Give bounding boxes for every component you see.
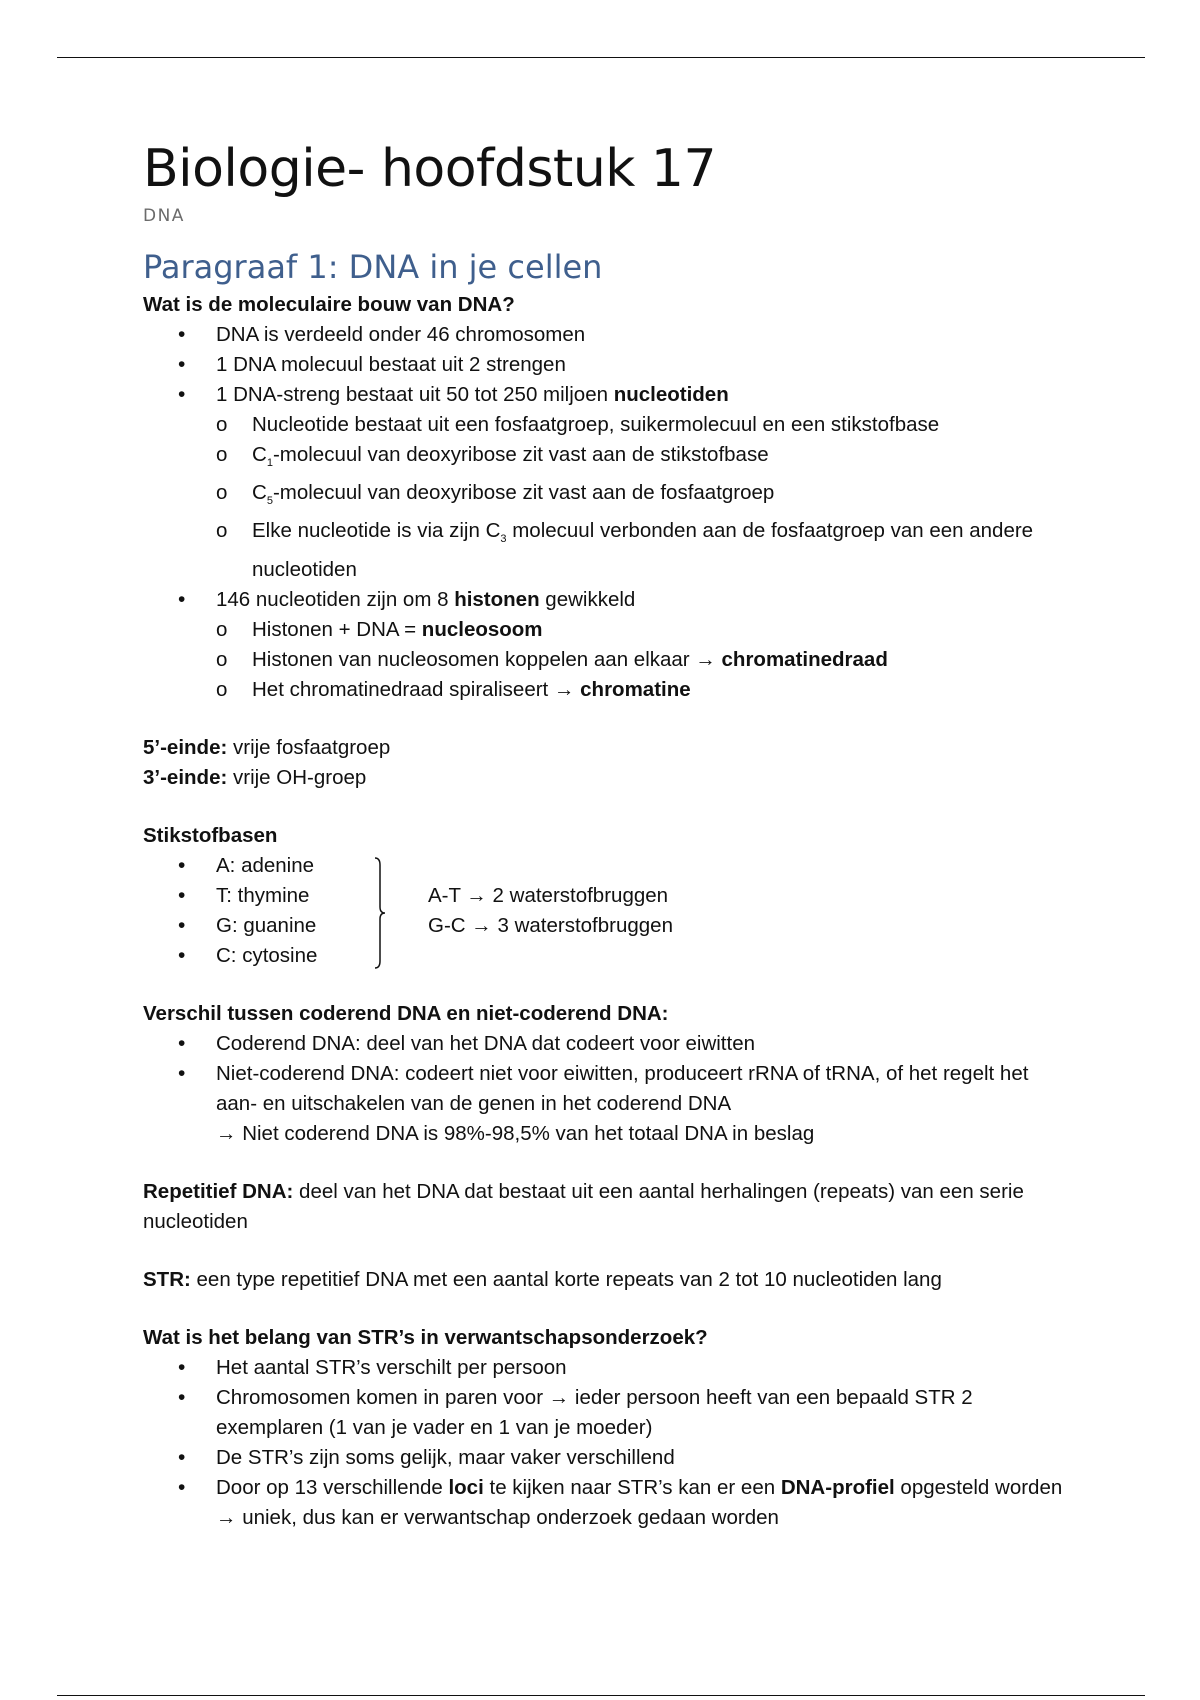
list-item: • De STR’s zijn soms gelijk, maar vaker verschillend — [143, 1443, 1063, 1473]
bullet-list — [143, 320, 1063, 704]
right-brace-icon — [374, 857, 386, 969]
list-item: • Door op 13 verschillende loci te kijken naar STR’s kan er een DNA-profiel opgesteld worden → uniek, dus kan er verwantschap onderzoek gedaan worden — [143, 1473, 1063, 1533]
sub-list-item: o Elke nucleotide is via zijn $C_3$ molecuul verbonden aan de fosfaatgroep van een andere nucleotiden — [143, 516, 1063, 584]
bases-heading: Stikstofbasen — [143, 823, 278, 847]
section-molecular-structure — [143, 290, 1063, 1532]
list-item: • Het aantal STR’s verschilt per persoon — [143, 1353, 1063, 1383]
sub-list-item: o Het chromatinedraad spiraliseert → chromatine — [143, 675, 1063, 705]
coding-list — [143, 1029, 1063, 1149]
bases-block — [143, 851, 1063, 971]
pair-g-c: G-C → 3 waterstofbruggen — [428, 913, 673, 937]
list-item: • C: cytosine — [143, 941, 1063, 971]
list-item: • DNA is verdeeld onder 46 chromosomen — [143, 320, 1063, 350]
five-prime-end: 5’-einde: vrije fosfaatgroep — [143, 735, 391, 759]
base-pairs — [428, 881, 673, 941]
sub-list-item: o $C_1$-molecuul van deoxyribose zit vast aan de stikstofbase — [143, 440, 1063, 478]
list-item: • Chromosomen komen in paren voor → ieder persoon heeft van een bepaald STR 2 exemplaren (1 van je vader en 1 van je moeder) — [143, 1383, 1063, 1443]
list-item: • Coderend DNA: deel van het DNA dat codeert voor eiwitten — [143, 1029, 1063, 1059]
list-item: • 146 nucleotiden zijn om 8 histonen gewikkeld — [143, 585, 1063, 615]
sub-list-item: o Histonen + DNA = nucleosoom — [143, 615, 1063, 645]
document-subtitle: DNA — [143, 206, 185, 227]
list-item-continuation: → Niet coderend DNA is 98%-98,5% van het totaal DNA in beslag — [216, 1121, 815, 1145]
pair-a-t: A-T → 2 waterstofbruggen — [428, 883, 669, 907]
list-item: • 1 DNA-streng bestaat uit 50 tot 250 miljoen nucleotiden — [143, 380, 1063, 410]
list-item: • 1 DNA molecuul bestaat uit 2 strengen — [143, 350, 1063, 380]
header-rule — [57, 57, 1145, 58]
sub-list-item: o Histonen van nucleosomen koppelen aan elkaar → chromatinedraad — [143, 645, 1063, 675]
three-prime-end: 3’-einde: vrije OH-groep — [143, 765, 367, 789]
document-title: Biologie- hoofdstuk 17 — [143, 139, 717, 199]
coding-heading: Verschil tussen coderend DNA en niet-coderend DNA: — [143, 1001, 669, 1025]
list-item: • G: guanine — [143, 911, 1063, 941]
section-heading-paragraaf-1: Paragraaf 1: DNA in je cellen — [143, 248, 603, 287]
list-item: • Niet-coderend DNA: codeert niet voor eiwitten, produceert rRNA of tRNA, of het regelt het aan- en uitschakelen van de genen in het coderend DNA — [143, 1059, 1063, 1119]
document-page — [143, 140, 1063, 1533]
list-item: • T: thymine — [143, 881, 1063, 911]
sub-list-item: o $C_5$-molecuul van deoxyribose zit vast aan de fosfaatgroep — [143, 478, 1063, 516]
str-question: Wat is het belang van STR’s in verwantschapsonderzoek? — [143, 1325, 708, 1349]
str-list — [143, 1353, 1063, 1533]
repetitive-dna-definition: Repetitief DNA: deel van het DNA dat bestaat uit een aantal herhalingen (repeats) van een serie nucleotiden — [143, 1179, 1024, 1233]
question-molecular-structure: Wat is de moleculaire bouw van DNA? — [143, 293, 515, 317]
str-definition: STR: een type repetitief DNA met een aantal korte repeats van 2 tot 10 nucleotiden lang — [143, 1267, 942, 1291]
list-item: • A: adenine — [143, 851, 1063, 881]
sub-list-item: o Nucleotide bestaat uit een fosfaatgroep, suikermolecuul en een stikstofbase — [143, 410, 1063, 440]
footer-rule — [57, 1695, 1145, 1696]
